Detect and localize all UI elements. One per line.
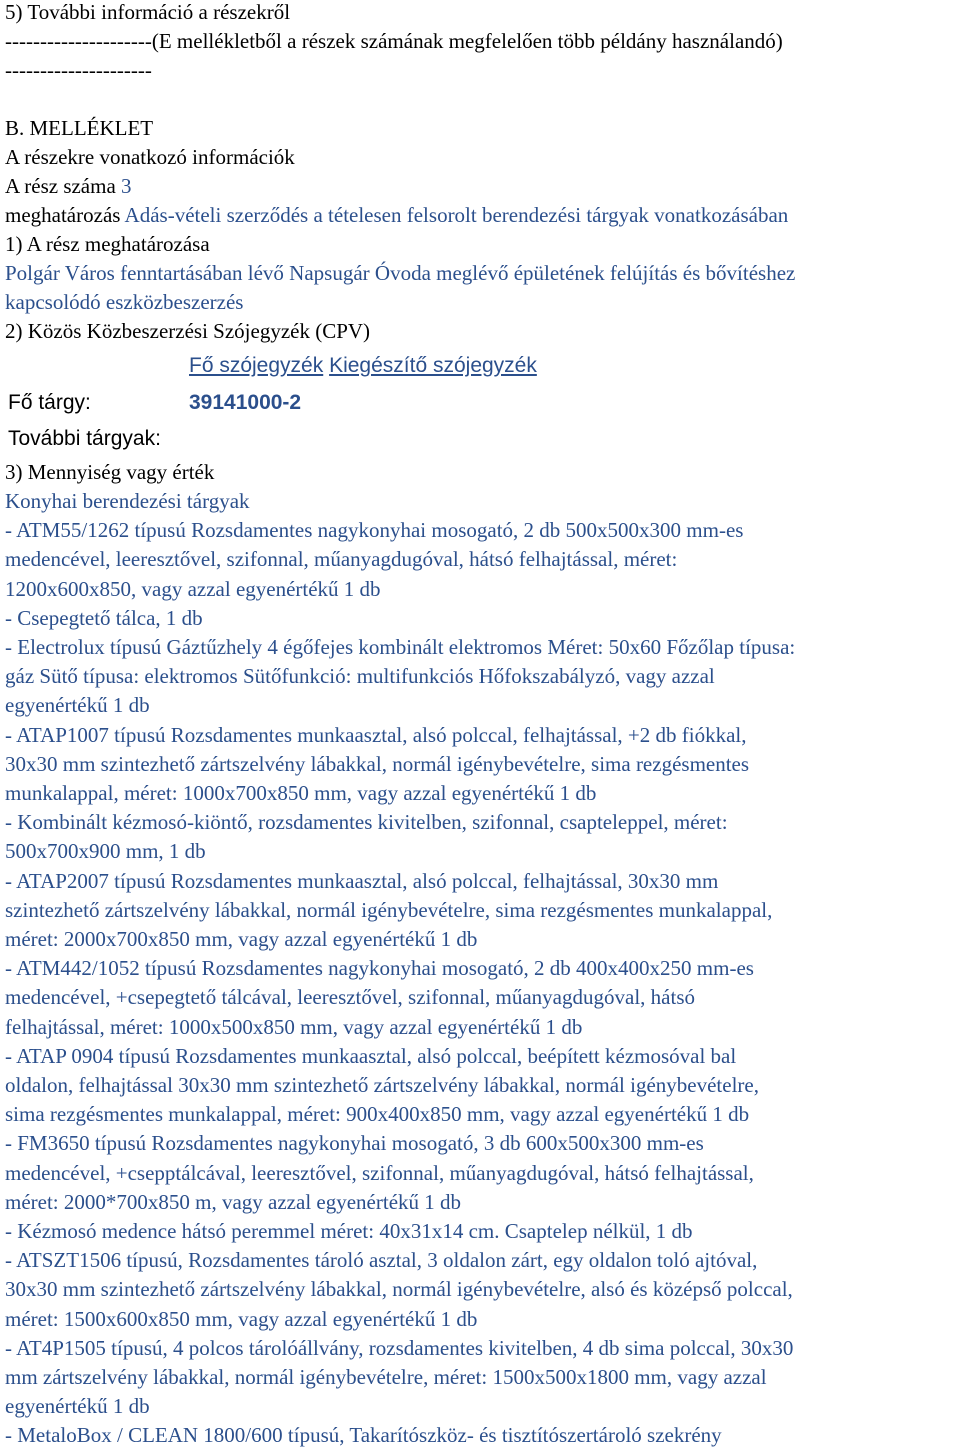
quantity-line: méret: 2000*700x850 m, vagy azzal egyenértékű 1 db (5, 1189, 462, 1214)
annex-title: B. MELLÉKLET (5, 116, 154, 140)
quantity-line: oldalon, felhajtással 30x30 mm szintezhető zártszelvény lábakkal, normál igénybevételre, (5, 1073, 759, 1097)
quantity-line: sima rezgésmentes munkalappal, méret: 900x400x850 mm, vagy azzal egyenértékű 1 db (5, 1102, 750, 1127)
quantity-line: gáz Sütő típusa: elektromos Sütőfunkció: multifunkciós Hőfokszabályzó, vagy azzal (5, 664, 715, 689)
quantity-line: Konyhai berendezési tárgyak (5, 489, 250, 513)
section5-heading: 5) További információ a részekről (5, 0, 291, 24)
section5-dashes: --------------------- (5, 58, 152, 82)
quantity-line: - ATAP 0904 típusú Rozsdamentes munkaasztal, alsó polccal, beépített kézmosóval bal (5, 1043, 737, 1068)
section5-note: ---------------------(E mellékletből a részek számának megfelelően több példány használandó) (5, 29, 783, 53)
quantity-line: - ATM55/1262 típusú Rozsdamentes nagykonyhai mosogató, 2 db 500x500x300 mm-es (5, 518, 744, 543)
definition-row (5, 203, 788, 227)
cpv-col-main: Fő szójegyzék (189, 354, 324, 377)
annex-subtitle: A részekre vonatkozó információk (5, 145, 295, 169)
quantity-line: - ATSZT1506 típusú, Rozsdamentes tároló asztal, 3 oldalon zárt, egy oldalon toló ajtóval, (5, 1248, 758, 1273)
part-def-line-1: Polgár Város fenntartásában lévő Napsugár Óvoda meglévő épületének felújítás és bővítéshez (5, 261, 796, 285)
quantity-line: - AT4P1505 típusú, 4 polcos tárolóállvány, rozsdamentes kivitelben, 4 db sima polccal, 30x30 (5, 1335, 794, 1360)
quantity-line: - Csepegtető tálca, 1 db (5, 605, 203, 630)
cpv-column-headers (189, 354, 537, 378)
quantity-line: - Kombinált kézmosó-kiöntő, rozsdamentes kivitelben, szifonnal, csapteleppel, méret: (5, 810, 728, 835)
quantity-line: - MetaloBox / CLEAN 1800/600 típusú, Takarítószköz- és tisztítószertároló szekrény (5, 1423, 722, 1448)
quantity-line: egyenértékű 1 db (5, 693, 150, 718)
quantity-line: - Electrolux típusú Gáztűzhely 4 égőfejes kombinált elektromos Méret: 50x60 Főzőlap típusa: (5, 635, 796, 659)
quantity-line: 500x700x900 mm, 1 db (5, 839, 206, 864)
main-subject-label: Fő tárgy: (8, 391, 91, 414)
quantity-line: - ATAP1007 típusú Rozsdamentes munkaasztal, alsó polccal, felhajtással, +2 db fiókkal, (5, 722, 747, 747)
quantity-line: medencével, leeresztővel, szifonnal, műanyagdugóval, hátsó felhajtással, méret: (5, 547, 678, 572)
quantity-line: felhajtással, méret: 1000x500x850 mm, vagy azzal egyenértékű 1 db (5, 1014, 583, 1039)
further-subjects-label: További tárgyak: (8, 427, 161, 450)
cpv-heading: 2) Közös Közbeszerzési Szójegyzék (CPV) (5, 319, 371, 343)
quantity-line: medencével, +csepegtető tálcával, leeresztővel, szifonnal, műanyagdugóval, hátsó (5, 985, 695, 1010)
quantity-line: mm zártszelvény lábakkal, normál igénybevételre, méret: 1500x500x1800 mm, vagy azzal (5, 1365, 767, 1389)
quantity-line: medencével, +csepptálcával, leeresztővel, szifonnal, műanyagdugóval, hátsó felhajtással, (5, 1160, 754, 1185)
quantity-line: munkalappal, méret: 1000x700x850 mm, vagy azzal egyenértékű 1 db (5, 781, 597, 805)
quantity-line: egyenértékű 1 db (5, 1394, 150, 1419)
quantity-line: 30x30 mm szintezhető zártszelvény lábakkal, normál igénybevételre, sima rezgésmentes (5, 751, 750, 776)
definition-value: Adás-vételi szerződés a tételesen felsorolt berendezési tárgyak vonatkozásában (124, 203, 789, 227)
quantity-line: - FM3650 típusú Rozsdamentes nagykonyhai mosogató, 3 db 600x500x300 mm-es (5, 1131, 704, 1156)
quantity-heading: 3) Mennyiség vagy érték (5, 460, 215, 484)
quantity-line: 1200x600x850, vagy azzal egyenértékű 1 db (5, 576, 381, 601)
part-number-value: 3 (121, 174, 132, 198)
quantity-line: szintezhető zártszelvény lábakkal, normál igénybevételre, sima rezgésmentes munkalappal, (5, 897, 773, 922)
definition-label: meghatározás (5, 203, 121, 227)
part-def-heading: 1) A rész meghatározása (5, 232, 210, 256)
part-def-line-2: kapcsolódó eszközbeszerzés (5, 290, 244, 314)
quantity-line: - ATAP2007 típusú Rozsdamentes munkaasztal, alsó polccal, felhajtással, 30x30 mm (5, 868, 719, 893)
quantity-line: - Kézmosó medence hátsó peremmel méret: 40x31x14 cm. Csaptelep nélkül, 1 db (5, 1219, 693, 1243)
quantity-line: - ATM442/1052 típusú Rozsdamentes nagykonyhai mosogató, 2 db 400x400x250 mm-es (5, 956, 754, 981)
part-number-row (5, 174, 132, 198)
part-number-label: A rész száma (5, 174, 116, 198)
quantity-line: méret: 1500x600x850 mm, vagy azzal egyenértékű 1 db (5, 1306, 478, 1331)
quantity-line: méret: 2000x700x850 mm, vagy azzal egyenértékű 1 db (5, 927, 478, 951)
quantity-line: 30x30 mm szintezhető zártszelvény lábakkal, normál igénybevételre, alsó és középső polccal, (5, 1277, 793, 1302)
main-subject-code: 39141000-2 (189, 391, 302, 414)
cpv-col-extra: Kiegészítő szójegyzék (329, 354, 537, 377)
